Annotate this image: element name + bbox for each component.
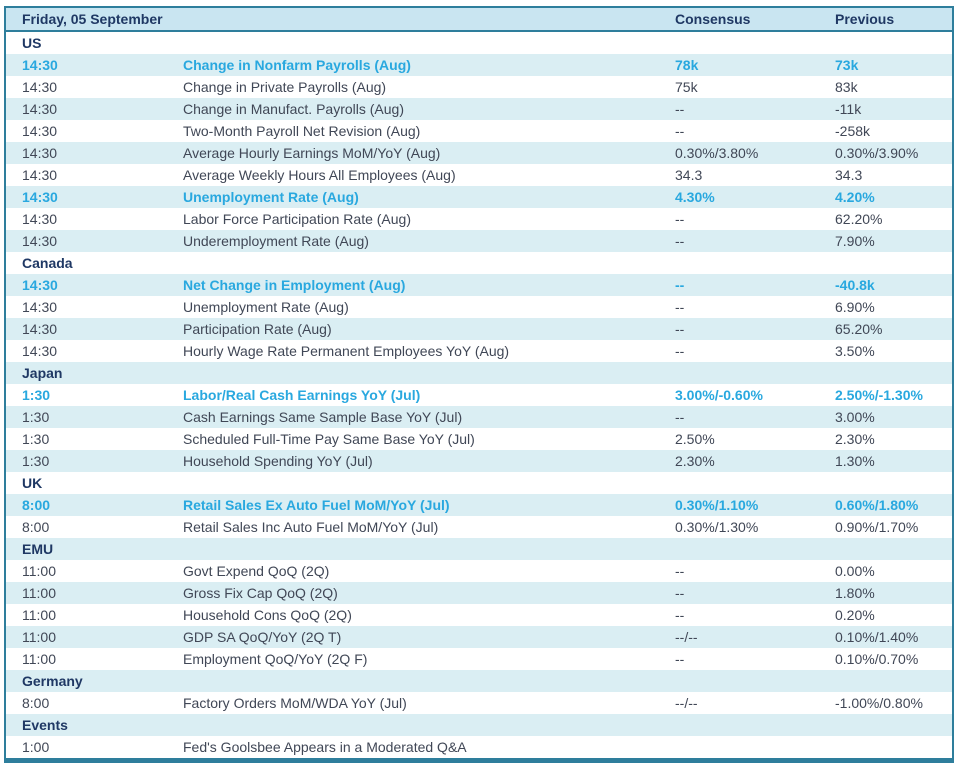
previous-value: -258k (835, 123, 871, 139)
event-row (6, 450, 952, 472)
previous-value: 2.50%/-1.30% (835, 387, 923, 403)
event-time: 1:00 (22, 739, 50, 755)
consensus-value: -- (675, 233, 685, 249)
section-label: UK (22, 475, 43, 491)
event-time: 14:30 (22, 321, 58, 337)
event-name: Employment QoQ/YoY (2Q F) (183, 651, 368, 667)
event-name: Labor/Real Cash Earnings YoY (Jul) (183, 387, 421, 403)
event-time: 14:30 (22, 343, 58, 359)
previous-value: 0.30%/3.90% (835, 145, 919, 161)
economic-calendar-table (4, 6, 954, 763)
previous-value: 34.3 (835, 167, 863, 183)
event-name: Participation Rate (Aug) (183, 321, 332, 337)
event-row (6, 54, 952, 76)
event-time: 14:30 (22, 277, 58, 293)
section-row (6, 670, 952, 692)
section-label: Events (22, 717, 68, 733)
event-row (6, 604, 952, 626)
table-body (6, 32, 952, 758)
consensus-value: 4.30% (675, 189, 715, 205)
event-name: Change in Private Payrolls (Aug) (183, 79, 387, 95)
event-time: 8:00 (22, 519, 50, 535)
consensus-value: 2.30% (675, 453, 715, 469)
event-row (6, 296, 952, 318)
section-label: EMU (22, 541, 54, 557)
event-time: 11:00 (22, 651, 56, 667)
event-name: Household Cons QoQ (2Q) (183, 607, 352, 623)
event-time: 14:30 (22, 101, 58, 117)
event-name: Average Weekly Hours All Employees (Aug) (183, 167, 456, 183)
event-name: Change in Manufact. Payrolls (Aug) (183, 101, 404, 117)
event-row (6, 120, 952, 142)
event-row (6, 76, 952, 98)
event-time: 14:30 (22, 79, 58, 95)
event-time: 1:30 (22, 387, 51, 403)
consensus-value: -- (675, 409, 685, 425)
event-row (6, 340, 952, 362)
previous-value: 0.10%/0.70% (835, 651, 919, 667)
event-name: Retail Sales Inc Auto Fuel MoM/YoY (Jul) (183, 519, 439, 535)
consensus-value: 2.50% (675, 431, 715, 447)
event-name: Average Hourly Earnings MoM/YoY (Aug) (183, 145, 441, 161)
event-time: 14:30 (22, 299, 58, 315)
previous-value: 1.80% (835, 585, 875, 601)
event-row (6, 384, 952, 406)
section-label: Canada (22, 255, 73, 271)
table-header-row (6, 8, 952, 32)
event-time: 14:30 (22, 167, 58, 183)
date-header: Friday, 05 September (22, 11, 163, 27)
event-name: Unemployment Rate (Aug) (183, 299, 349, 315)
consensus-value: -- (675, 343, 685, 359)
consensus-value: -- (675, 585, 685, 601)
section-label: US (22, 35, 42, 51)
previous-value: 0.00% (835, 563, 875, 579)
previous-value: 4.20% (835, 189, 875, 205)
event-time: 11:00 (22, 607, 56, 623)
event-name: Two-Month Payroll Net Revision (Aug) (183, 123, 421, 139)
event-name: Fed's Goolsbee Appears in a Moderated Q&A (183, 739, 467, 755)
previous-value: 62.20% (835, 211, 883, 227)
consensus-column-header: Consensus (675, 11, 751, 27)
event-name: Hourly Wage Rate Permanent Employees YoY (Aug) (183, 343, 510, 359)
consensus-value: 75k (675, 79, 698, 95)
previous-value: -40.8k (835, 277, 875, 293)
event-time: 14:30 (22, 189, 58, 205)
event-time: 8:00 (22, 695, 50, 711)
consensus-value: -- (675, 651, 685, 667)
event-name: Household Spending YoY (Jul) (183, 453, 373, 469)
section-label: Japan (22, 365, 63, 381)
consensus-value: 78k (675, 57, 699, 73)
event-time: 14:30 (22, 233, 58, 249)
event-name: Unemployment Rate (Aug) (183, 189, 359, 205)
event-name: Scheduled Full-Time Pay Same Base YoY (Jul) (183, 431, 475, 447)
event-time: 1:30 (22, 431, 50, 447)
event-time: 14:30 (22, 123, 58, 139)
event-time: 11:00 (22, 563, 56, 579)
previous-value: -11k (835, 101, 862, 117)
previous-value: 0.10%/1.40% (835, 629, 919, 645)
consensus-value: -- (675, 299, 685, 315)
previous-value: 2.30% (835, 431, 875, 447)
event-name: Gross Fix Cap QoQ (2Q) (183, 585, 338, 601)
event-time: 14:30 (22, 211, 58, 227)
section-row (6, 252, 952, 274)
consensus-value: -- (675, 123, 685, 139)
consensus-value: --/-- (675, 695, 698, 711)
consensus-value: -- (675, 563, 685, 579)
previous-value: 0.90%/1.70% (835, 519, 919, 535)
consensus-value: 34.3 (675, 167, 703, 183)
event-name: Factory Orders MoM/WDA YoY (Jul) (183, 695, 407, 711)
consensus-value: -- (675, 607, 685, 623)
consensus-value: 3.00%/-0.60% (675, 387, 763, 403)
previous-value: 0.60%/1.80% (835, 497, 919, 513)
event-row (6, 736, 952, 758)
event-time: 14:30 (22, 57, 58, 73)
event-time: 11:00 (22, 629, 56, 645)
event-row (6, 274, 952, 296)
event-name: Labor Force Participation Rate (Aug) (183, 211, 411, 227)
event-row (6, 626, 952, 648)
event-name: GDP SA QoQ/YoY (2Q T) (183, 629, 342, 645)
section-row (6, 362, 952, 384)
consensus-value: -- (675, 101, 685, 117)
section-row (6, 714, 952, 736)
event-row (6, 406, 952, 428)
previous-value: 6.90% (835, 299, 875, 315)
event-row (6, 186, 952, 208)
previous-value: 83k (835, 79, 858, 95)
previous-value: 0.20% (835, 607, 875, 623)
consensus-value: -- (675, 321, 685, 337)
event-row (6, 318, 952, 340)
previous-value: 1.30% (835, 453, 875, 469)
consensus-value: 0.30%/1.30% (675, 519, 759, 535)
event-row (6, 516, 952, 538)
event-time: 11:00 (22, 585, 56, 601)
event-row (6, 98, 952, 120)
previous-column-header: Previous (835, 11, 895, 27)
section-label: Germany (22, 673, 83, 689)
previous-value: 3.00% (835, 409, 875, 425)
event-row (6, 560, 952, 582)
event-time: 14:30 (22, 145, 58, 161)
consensus-value: --/-- (675, 629, 698, 645)
section-row (6, 32, 952, 54)
event-row (6, 208, 952, 230)
event-row (6, 428, 952, 450)
previous-value: -1.00%/0.80% (835, 695, 923, 711)
consensus-value: 0.30%/3.80% (675, 145, 759, 161)
event-row (6, 648, 952, 670)
event-time: 1:30 (22, 409, 50, 425)
event-row (6, 230, 952, 252)
consensus-value: 0.30%/1.10% (675, 497, 759, 513)
event-row (6, 164, 952, 186)
event-time: 1:30 (22, 453, 50, 469)
previous-value: 3.50% (835, 343, 875, 359)
event-name: Net Change in Employment (Aug) (183, 277, 406, 293)
event-name: Cash Earnings Same Sample Base YoY (Jul) (183, 409, 463, 425)
previous-value: 73k (835, 57, 859, 73)
event-row (6, 582, 952, 604)
previous-value: 65.20% (835, 321, 883, 337)
event-time: 8:00 (22, 497, 51, 513)
event-name: Change in Nonfarm Payrolls (Aug) (183, 57, 411, 73)
event-row (6, 494, 952, 516)
consensus-value: -- (675, 277, 685, 293)
event-name: Underemployment Rate (Aug) (183, 233, 369, 249)
event-name: Govt Expend QoQ (2Q) (183, 563, 330, 579)
consensus-value: -- (675, 211, 685, 227)
event-row (6, 692, 952, 714)
event-row (6, 142, 952, 164)
previous-value: 7.90% (835, 233, 875, 249)
section-row (6, 538, 952, 560)
section-row (6, 472, 952, 494)
event-name: Retail Sales Ex Auto Fuel MoM/YoY (Jul) (183, 497, 450, 513)
